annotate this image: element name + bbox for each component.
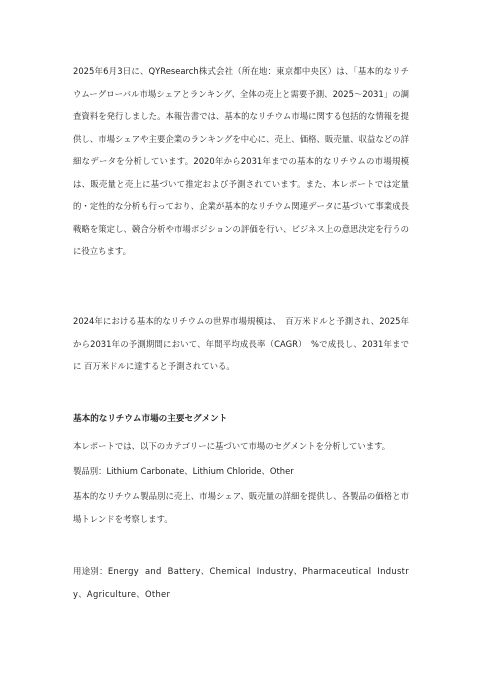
segments-heading: 基本的なリチウム市場の主要セグメント <box>73 414 228 424</box>
application-segment: 用途別：Energy and Battery、Chemical Industry、Pharmaceutical Industry、Agriculture、Other <box>73 566 409 599</box>
segments-intro: 本レポートでは、以下のカテゴリーに基づいて市場のセグメントを分析しています。 <box>73 441 391 451</box>
product-segment: 製品別：Lithium Carbonate、Lithium Chloride、Other <box>73 466 294 476</box>
intro-paragraph: 2025年6月3日に、QYResearch株式会社（所在地：東京都中央区）は、「基本的なリチウムーグローバル市場シェアとランキング、全体の売上と需要予測、2025～2031」の調査資料を発行しました。本報告書では、基本的なリチウム市場に関する包括的な情報を提供し、市場シェアや主要企業のランキングを中心に、売上、価格、販売量、収益などの詳細なデータを分析しています。2020年から2031年までの基本的なリチウムの市場規模は、販売量と売上に基づいて推定および予測されています。また、本レポートでは定量的・定性的な分析も行っており、企業が基本的なリチウム関連データに基づいて事業成長戦略を策定し、競合分析や市場ポジションの評価を行い、ビジネス上の意思決定を行うのに役立ちます。 <box>73 66 409 256</box>
market-size-paragraph: 2024年における基本的なリチウムの世界市場規模は、 百万米ドルと予測され、2025年から2031年の予測期間において、年間平均成長率（CAGR） %で成長し、2031年までに 百万米ドルに達すると予測されている。 <box>73 316 409 371</box>
product-description: 基本的なリチウム製品別に売上、市場シェア、販売量の詳細を提供し、各製品の価格と市場トレンドを考察します。 <box>73 491 409 524</box>
